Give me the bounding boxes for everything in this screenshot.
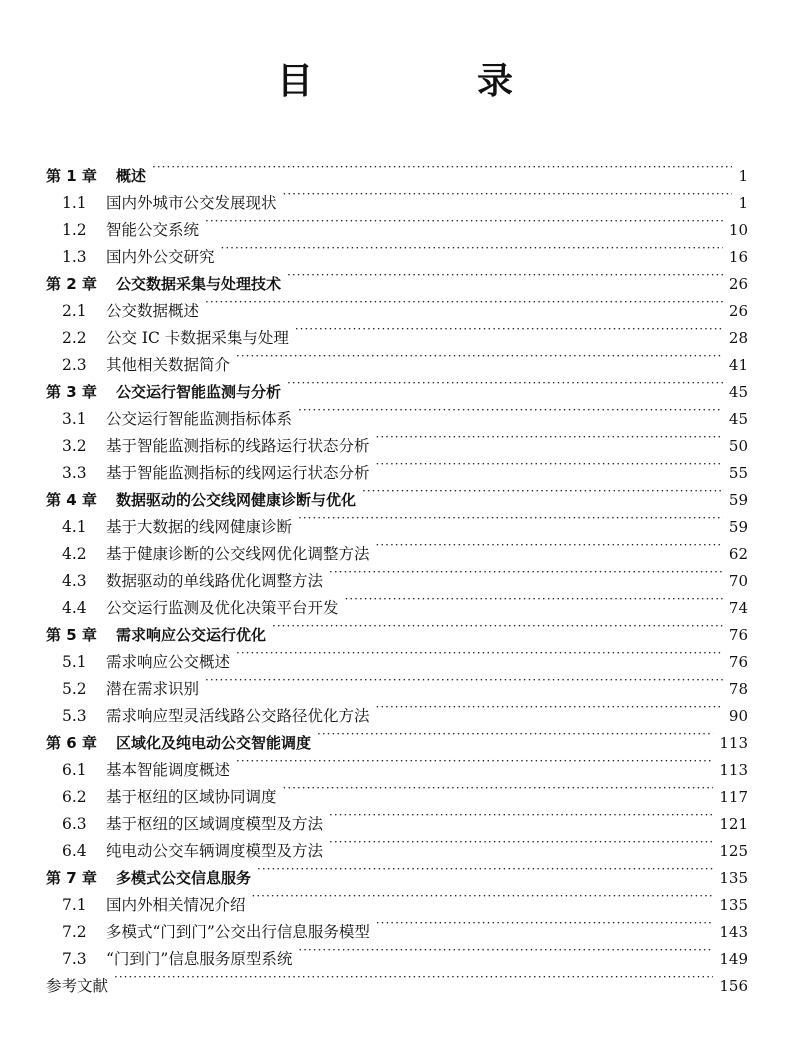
toc-entry-page-number: 135 [719, 896, 748, 914]
toc-entry-number: 第 3 章 [46, 383, 97, 401]
toc-entry-number: 第 5 章 [46, 626, 97, 644]
toc-entry-title: 数据驱动的单线路优化调整方法 [106, 572, 324, 590]
toc-entry-title: 基于智能监测指标的线网运行状态分析 [106, 464, 370, 482]
dot-leader [376, 424, 723, 451]
toc-entry-page-number: 1 [738, 167, 748, 185]
toc-entry-page-number: 76 [728, 626, 748, 644]
toc-entry-title: 潜在需求识别 [106, 680, 200, 698]
toc-entry-page-number: 1 [738, 194, 748, 212]
toc-entry-title: 基本智能调度概述 [106, 761, 231, 779]
dot-leader [236, 640, 723, 667]
dot-leader [345, 586, 723, 613]
page-title: 目 录 [276, 61, 577, 102]
dot-leader [205, 208, 723, 235]
dot-leader [287, 370, 723, 397]
toc-entry-title: 基于健康诊断的公交线网优化调整方法 [106, 545, 370, 563]
toc-entry-number: 6.4 [62, 842, 87, 860]
dot-leader [283, 775, 714, 802]
toc-entry-number: 4.2 [62, 545, 87, 563]
toc-entry-page-number: 121 [719, 815, 748, 833]
dot-leader [376, 910, 714, 937]
dot-leader [376, 532, 723, 559]
toc-entry-number: 2.1 [62, 302, 87, 320]
toc-entry-number: 4.1 [62, 518, 87, 536]
toc-entry-title: 国内外相关情况介绍 [106, 896, 246, 914]
toc-entry-number: 3.2 [62, 437, 87, 455]
dot-leader [272, 613, 723, 640]
toc-entry-number: 5.1 [62, 653, 87, 671]
toc-entry-page-number: 70 [728, 572, 748, 590]
toc-entry-title: 多模式“门到门”公交出行信息服务模型 [106, 923, 370, 941]
toc-entry-number: 3.3 [62, 464, 87, 482]
toc-entry-number: 6.2 [62, 788, 87, 806]
dot-leader [298, 937, 713, 964]
toc-entry-page-number: 135 [719, 869, 748, 887]
toc-entry-page-number: 55 [728, 464, 748, 482]
dot-leader [362, 478, 723, 505]
toc-entry-number: 1.3 [62, 248, 87, 266]
toc-entry-title: 其他相关数据简介 [106, 356, 231, 374]
toc-entry-title: 公交数据采集与处理技术 [116, 275, 282, 293]
toc-entry-page-number: 113 [719, 761, 748, 779]
toc-references-entry[interactable] [46, 964, 748, 995]
toc-entry-page-number: 143 [719, 923, 748, 941]
toc-entry-title: 区域化及纯电动公交智能调度 [116, 734, 312, 752]
toc-entry-page-number: 74 [728, 599, 748, 617]
dot-leader [283, 181, 733, 208]
toc-chapter-entry[interactable] [46, 154, 748, 185]
toc-entry-number: 7.3 [62, 950, 87, 968]
toc-entry-page-number: 149 [719, 950, 748, 968]
toc-entry-title: 基于大数据的线网健康诊断 [106, 518, 293, 536]
toc-entry-number: 第 6 章 [46, 734, 97, 752]
toc-entry-page-number: 76 [728, 653, 748, 671]
toc-entry-page-number: 41 [728, 356, 748, 374]
toc-entry-title: 公交运行智能监测与分析 [116, 383, 282, 401]
dot-leader [236, 748, 713, 775]
toc-entry-title: 基于智能监测指标的线路运行状态分析 [106, 437, 370, 455]
toc-entry-title: 多模式公交信息服务 [116, 869, 252, 887]
toc-entry-title: 公交运行监测及优化决策平台开发 [106, 599, 339, 617]
toc-entry-number: 5.3 [62, 707, 87, 725]
toc-entry-number: 4.3 [62, 572, 87, 590]
dot-leader [376, 451, 723, 478]
dot-leader [114, 964, 713, 991]
dot-leader [152, 154, 732, 181]
dot-leader [329, 802, 713, 829]
toc-entry-title: 需求响应公交概述 [106, 653, 231, 671]
toc-entry-page-number: 26 [728, 302, 748, 320]
dot-leader [252, 883, 714, 910]
dot-leader [329, 829, 713, 856]
toc-entry-title: 智能公交系统 [106, 221, 200, 239]
toc-entry-title: 基于枢纽的区域协同调度 [106, 788, 277, 806]
toc-entry-title: 基于枢纽的区域调度模型及方法 [106, 815, 324, 833]
dot-leader [236, 343, 723, 370]
toc-entry-page-number: 10 [728, 221, 748, 239]
toc-entry-number: 7.2 [62, 923, 87, 941]
toc-entry-page-number: 16 [728, 248, 748, 266]
toc-entry-number: 第 4 章 [46, 491, 97, 509]
toc-section-entry[interactable] [46, 181, 748, 212]
dot-leader [298, 397, 723, 424]
toc-entry-number: 第 1 章 [46, 167, 97, 185]
table-of-contents [46, 154, 748, 995]
toc-entry-page-number: 117 [719, 788, 748, 806]
toc-entry-title: 公交 IC 卡数据采集与处理 [106, 329, 289, 347]
dot-leader [257, 856, 713, 883]
toc-entry-page-number: 156 [719, 977, 748, 995]
toc-entry-number: 2.2 [62, 329, 87, 347]
toc-entry-page-number: 45 [728, 410, 748, 428]
dot-leader [205, 667, 723, 694]
toc-entry-title: 需求响应型灵活线路公交路径优化方法 [106, 707, 370, 725]
dot-leader [317, 721, 713, 748]
toc-entry-number: 3.1 [62, 410, 87, 428]
toc-entry-page-number: 78 [728, 680, 748, 698]
toc-entry-title: 需求响应公交运行优化 [116, 626, 267, 644]
dot-leader [298, 505, 723, 532]
dot-leader [295, 316, 723, 343]
toc-entry-title: 国内外公交研究 [106, 248, 215, 266]
toc-entry-page-number: 62 [728, 545, 748, 563]
toc-entry-number: 2.3 [62, 356, 87, 374]
toc-entry-number: 1.1 [62, 194, 87, 212]
toc-entry-title: 公交数据概述 [106, 302, 200, 320]
toc-entry-number: 4.4 [62, 599, 87, 617]
dot-leader [329, 559, 723, 586]
toc-entry-page-number: 28 [728, 329, 748, 347]
toc-entry-page-number: 125 [719, 842, 748, 860]
toc-entry-title: 公交运行智能监测指标体系 [106, 410, 293, 428]
toc-entry-page-number: 26 [728, 275, 748, 293]
toc-entry-number: 6.3 [62, 815, 87, 833]
toc-entry-title: 国内外城市公交发展现状 [106, 194, 277, 212]
toc-entry-page-number: 59 [728, 491, 748, 509]
dot-leader [376, 694, 723, 721]
toc-entry-number: 6.1 [62, 761, 87, 779]
toc-entry-title: 参考文献 [46, 977, 109, 995]
toc-entry-page-number: 90 [728, 707, 748, 725]
dot-leader [287, 262, 723, 289]
toc-entry-page-number: 45 [728, 383, 748, 401]
toc-entry-page-number: 50 [728, 437, 748, 455]
toc-entry-title: 数据驱动的公交线网健康诊断与优化 [116, 491, 357, 509]
toc-entry-title: “门到门”信息服务原型系统 [106, 950, 293, 968]
toc-entry-title: 概述 [116, 167, 147, 185]
toc-entry-number: 1.2 [62, 221, 87, 239]
toc-entry-number: 7.1 [62, 896, 87, 914]
toc-entry-page-number: 113 [719, 734, 748, 752]
toc-entry-number: 5.2 [62, 680, 87, 698]
dot-leader [221, 235, 723, 262]
toc-entry-title: 纯电动公交车辆调度模型及方法 [106, 842, 324, 860]
toc-entry-number: 第 7 章 [46, 869, 97, 887]
toc-entry-number: 第 2 章 [46, 275, 97, 293]
toc-entry-page-number: 59 [728, 518, 748, 536]
dot-leader [205, 289, 723, 316]
